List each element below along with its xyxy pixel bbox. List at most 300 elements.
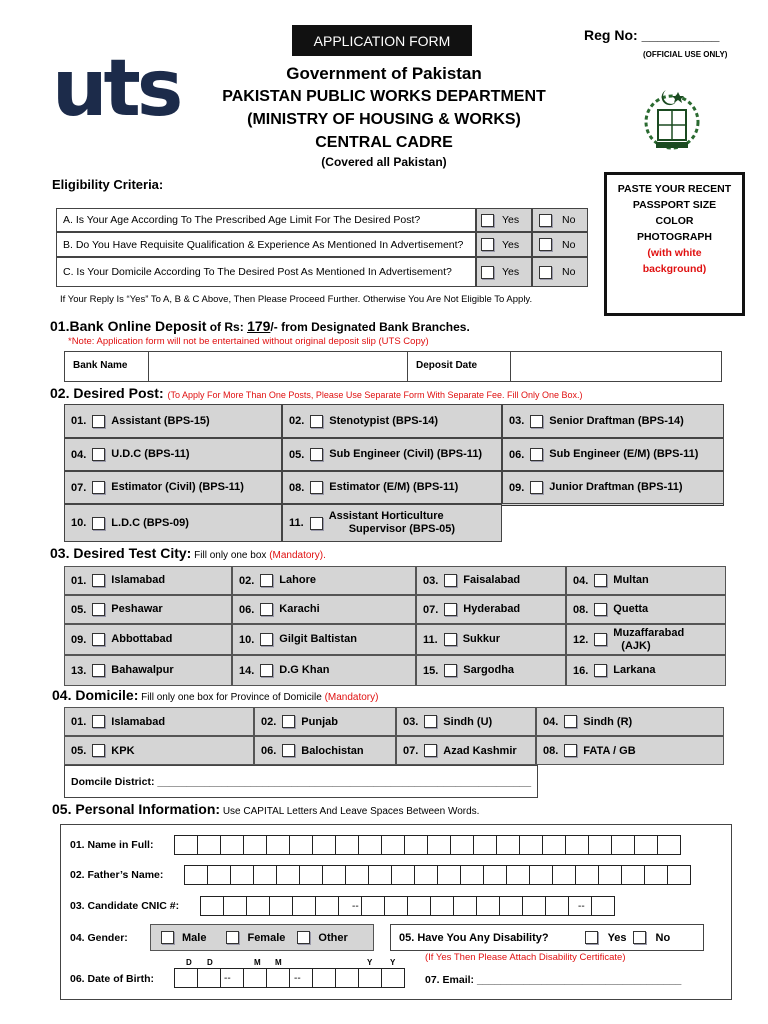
disability-yes-label: Yes [607,931,627,944]
post-option[interactable] [282,504,502,542]
domicile-label: Islamabad [111,715,166,728]
eligibility-no-checkbox[interactable] [539,266,552,279]
domicile-checkbox[interactable] [564,744,577,757]
char-box[interactable] [450,835,474,855]
city-label: Islamabad [111,574,166,586]
city-label: Quetta [613,603,649,615]
char-box[interactable] [230,865,254,885]
char-box[interactable] [289,968,313,988]
disability-box [390,924,704,951]
post-label-wrap [111,448,189,461]
form-title: APPLICATION FORM [313,32,451,49]
char-box[interactable] [184,865,208,885]
char-box[interactable] [391,865,415,885]
domicile-district-field[interactable]: Domcile District: ________________________________________________________________ [71,775,532,788]
form-title-box [292,25,472,56]
domicile-checkbox[interactable] [282,715,295,728]
post-num: 09. [509,481,525,494]
male-label: Male [182,931,207,944]
char-box[interactable] [381,968,405,988]
char-box[interactable] [358,835,382,855]
char-box[interactable] [358,968,382,988]
gender-label: 04. Gender: [70,932,128,944]
post-option[interactable] [282,438,502,471]
post-label-wrap [111,517,189,530]
city-checkbox[interactable] [444,664,457,677]
post-label: Junior Draftman (BPS-11) [549,481,683,493]
city-label: Lahore [279,574,316,586]
city-label-wrap [613,574,648,587]
char-box[interactable] [437,865,461,885]
post-option[interactable] [502,438,724,471]
city-label: Bahawalpur [111,664,174,676]
dob-y: Y [390,958,396,967]
city-num: 02. [239,574,255,587]
domicile-num: 08. [543,744,559,757]
domicile-num: 02. [261,715,277,728]
domicile-title [52,687,378,703]
name-input[interactable] [174,835,680,855]
city-label-wrap [111,633,172,646]
reg-no [584,27,719,43]
eligibility-no-label: No [562,266,576,278]
post-checkbox[interactable] [92,415,105,428]
city-num: 14. [239,664,255,677]
city-title [50,545,326,561]
char-box[interactable] [598,865,622,885]
city-option[interactable] [566,595,726,624]
post-checkbox[interactable] [92,517,105,530]
city-label: Sargodha [463,664,515,676]
domicile-label: Balochistan [301,744,364,757]
domicile-checkbox[interactable] [282,744,295,757]
char-box[interactable] [312,968,336,988]
char-box[interactable] [667,865,691,885]
ministry-title: (MINISTRY OF HOUSING & WORKS) [247,111,521,128]
char-box[interactable] [253,865,277,885]
city-checkbox[interactable] [594,664,607,677]
post-num: 07. [71,481,87,494]
city-label-wrap [111,664,173,677]
post-option[interactable] [282,404,502,438]
city-label: Peshawar [111,603,163,615]
char-box[interactable] [644,865,668,885]
domicile-label: Punjab [301,715,338,728]
city-checkbox[interactable] [594,633,607,646]
domicile-option[interactable] [254,736,396,765]
city-num: 16. [573,664,589,677]
city-option[interactable] [566,655,726,686]
dept-title: PAKISTAN PUBLIC WORKS DEPARTMENT [222,88,546,105]
char-box[interactable] [207,865,231,885]
deposit-date-input[interactable] [511,352,721,381]
char-box[interactable] [404,835,428,855]
uts-logo: uts [52,44,180,134]
eligibility-question [56,208,476,232]
city-checkbox[interactable] [260,574,273,587]
photo-box[interactable] [604,172,745,316]
post-sub: (To Apply For More Than One Posts, Please Use Separate Form With Separate Fee. Fill Only One Box.) [167,390,583,400]
post-num: 11. [289,517,304,529]
domicile-option[interactable] [64,707,254,736]
eligibility-question [56,257,476,287]
photo-red-line: background) [642,263,707,275]
domicile-label: Sindh (R) [583,715,633,728]
eligibility-no-cell [532,257,588,287]
char-box[interactable] [174,835,198,855]
cnic-dash: -- [352,901,359,912]
city-label: Sukkur [462,633,500,645]
char-box[interactable] [384,896,408,916]
disability-no-label: No [655,931,671,944]
city-checkbox[interactable] [444,633,457,646]
eligibility-no-cell [532,232,588,257]
city-num: 05. [71,603,87,616]
eligibility-yes-checkbox[interactable] [481,238,494,251]
char-box[interactable] [266,835,290,855]
char-box[interactable] [476,896,500,916]
city-label: Karachi [279,603,320,615]
city-option[interactable] [416,624,566,655]
post-num: 10. [71,517,87,529]
domicile-num: 04. [543,715,559,728]
post-checkbox[interactable] [92,448,105,461]
city-label: Abbottabad [111,633,173,645]
char-box[interactable] [473,835,497,855]
post-label-wrap [549,448,698,461]
char-box[interactable] [361,896,385,916]
city-option[interactable] [232,624,416,655]
post-checkbox[interactable] [92,481,105,494]
city-label: Hyderabad [463,603,521,615]
cadre-title: CENTRAL CADRE [315,134,453,151]
char-box[interactable] [312,835,336,855]
city-label-2: (AJK) [621,639,651,652]
city-label-wrap [613,627,684,653]
city-label: Gilgit Baltistan [279,633,357,645]
post-checkbox[interactable] [530,448,543,461]
city-num: 06. [239,603,255,616]
post-label: U.D.C (BPS-11) [111,448,190,460]
city-num: 07. [423,603,439,616]
city-option[interactable] [232,655,416,686]
char-box[interactable] [565,835,589,855]
char-box[interactable] [552,865,576,885]
post-title [50,385,583,401]
eligibility-yes-cell [476,257,532,287]
domicile-option[interactable] [254,707,396,736]
city-label-wrap [279,603,319,616]
post-option[interactable] [64,404,282,438]
char-box[interactable] [197,835,221,855]
city-num: 12. [573,633,589,646]
post-label: Estimator (Civil) (BPS-11) [111,481,244,493]
char-box[interactable] [345,865,369,885]
char-box[interactable] [322,865,346,885]
char-box[interactable] [545,896,569,916]
official-use: (OFFICIAL USE ONLY) [643,50,728,59]
domicile-checkbox[interactable] [424,715,437,728]
char-box[interactable] [588,835,612,855]
email-field[interactable]: 07. Email: ___________________________________ [425,974,682,986]
eligibility-question [56,232,476,257]
eligibility-yes-label: Yes [502,238,520,251]
char-box[interactable] [611,835,635,855]
dob-label: 06. Date of Birth: [70,973,155,985]
city-checkbox[interactable] [92,664,105,677]
city-label-wrap [279,574,316,587]
city-checkbox[interactable] [444,603,457,616]
bank-name-input[interactable] [149,352,408,381]
city-option[interactable] [64,595,232,624]
char-box[interactable] [483,865,507,885]
domicile-num: 06. [261,744,277,757]
domicile-option[interactable] [64,736,254,765]
dob-y: Y [367,958,373,967]
city-checkbox[interactable] [444,574,457,587]
city-num: 08. [573,603,589,616]
post-option[interactable] [64,504,282,542]
post-num: 05. [289,448,305,461]
char-box[interactable] [522,896,546,916]
char-box[interactable] [220,835,244,855]
city-checkbox[interactable] [92,574,105,587]
city-label: Multan [613,574,649,586]
char-box[interactable] [243,968,267,988]
city-num: 01. [71,574,87,587]
dob-d: D [207,958,213,967]
eligibility-no-cell [532,208,588,232]
post-label: Sub Engineer (Civil) (BPS-11) [329,448,483,460]
city-label-wrap [463,664,514,677]
post-option[interactable] [64,471,282,504]
char-box[interactable] [197,968,221,988]
reg-label: Reg No: [584,27,638,43]
post-option[interactable] [64,438,282,471]
domicile-checkbox[interactable] [92,744,105,757]
reg-blank[interactable]: __________ [641,27,720,43]
eligibility-no-checkbox[interactable] [539,238,552,251]
disability-label: 05. Have You Any Disability? [399,931,549,944]
father-input[interactable] [184,865,690,885]
bank-rs: of Rs: [206,320,248,334]
city-num: 10. [239,633,255,646]
post-checkbox[interactable] [310,481,323,494]
char-box[interactable] [243,835,267,855]
city-num: 11. [423,633,438,646]
other-checkbox[interactable] [297,931,310,944]
char-box[interactable] [200,896,224,916]
char-box[interactable] [315,896,339,916]
bank-suffix: /- from Designated Bank Branches. [270,320,470,334]
char-box[interactable] [621,865,645,885]
char-box[interactable] [460,865,484,885]
char-box[interactable] [529,865,553,885]
gender-group [150,924,374,951]
char-box[interactable] [292,896,316,916]
city-num: 09. [71,633,87,646]
post-num: 06. [509,448,525,461]
city-checkbox[interactable] [594,603,607,616]
eligibility-no-label: No [562,238,576,251]
city-label: Larkana [613,664,656,676]
eligibility-yes-checkbox[interactable] [481,266,494,279]
city-option[interactable] [64,655,232,686]
post-title-text: 02. Desired Post: [50,385,164,401]
cnic-dash: -- [578,901,585,912]
post-label-wrap [329,510,455,536]
char-box[interactable] [453,896,477,916]
char-box[interactable] [657,835,681,855]
char-box[interactable] [289,835,313,855]
char-box[interactable] [276,865,300,885]
post-num: 03. [509,415,525,427]
post-num: 02. [289,415,305,427]
city-label-wrap [463,603,520,616]
domicile-title-text: 04. Domicile: [52,687,139,703]
covered-title: (Covered all Pakistan) [321,155,447,169]
post-num: 04. [71,448,87,461]
post-checkbox[interactable] [530,481,543,494]
domicile-option[interactable] [536,707,724,736]
char-box[interactable] [299,865,323,885]
char-box[interactable] [591,896,615,916]
char-box[interactable] [266,968,290,988]
cnic-label: 03. Candidate CNIC #: [70,900,180,912]
city-num: 13. [71,664,87,677]
disability-no-checkbox[interactable] [633,931,646,944]
char-box[interactable] [381,835,405,855]
city-option[interactable] [64,566,232,595]
char-box[interactable] [634,835,658,855]
female-label: Female [247,931,286,944]
city-label-wrap [613,603,648,616]
bank-num: 01. [50,318,70,334]
char-box[interactable] [499,896,523,916]
female-checkbox[interactable] [226,931,239,944]
domicile-num: 07. [403,744,419,757]
disability-note: (If Yes Then Please Attach Disability Certificate) [425,952,626,963]
eligibility-yes-cell [476,232,532,257]
post-option[interactable] [282,471,502,504]
char-box[interactable] [519,835,543,855]
domicile-mandatory: (Mandatory) [324,692,379,703]
post-label: Sub Engineer (E/M) (BPS-11) [549,448,699,460]
city-checkbox[interactable] [92,633,105,646]
char-box[interactable] [414,865,438,885]
domicile-checkbox[interactable] [564,715,577,728]
city-option[interactable] [64,624,232,655]
post-label-wrap [111,481,244,494]
city-option[interactable] [416,655,566,686]
post-option[interactable] [502,404,724,438]
city-checkbox[interactable] [260,664,273,677]
city-option[interactable] [566,566,726,595]
post-label-wrap [329,448,482,461]
char-box[interactable] [223,896,247,916]
eligibility-yes-cell [476,208,532,232]
post-label: Stenotypist (BPS-14) [329,414,439,427]
personal-title [52,801,479,817]
city-checkbox[interactable] [260,633,273,646]
domicile-num: 01. [71,715,87,728]
city-option[interactable] [566,624,726,655]
cnic-input[interactable] [200,896,614,916]
city-label-wrap [613,664,655,677]
eligibility-question-text: A. Is Your Age According To The Prescribed Age Limit For The Desired Post? [63,214,421,226]
char-box[interactable] [575,865,599,885]
char-box[interactable] [496,835,520,855]
post-checkbox[interactable] [530,415,543,428]
city-option[interactable] [232,595,416,624]
char-box[interactable] [430,896,454,916]
city-label: Muzaffarabad [613,626,685,639]
post-label-wrap [549,481,682,494]
domicile-option[interactable] [396,707,536,736]
char-box[interactable] [542,835,566,855]
dob-input[interactable] [174,968,404,988]
char-box[interactable] [269,896,293,916]
city-sub: Fill only one box [191,550,270,561]
post-num: 08. [289,481,305,494]
city-checkbox[interactable] [594,574,607,587]
char-box[interactable] [368,865,392,885]
city-checkbox[interactable] [92,603,105,616]
city-mandatory: (Mandatory). [269,550,326,561]
domicile-option[interactable] [536,736,724,765]
city-option[interactable] [232,566,416,595]
char-box[interactable] [246,896,270,916]
domicile-num: 03. [403,715,419,728]
bank-note: *Note: Application form will not be entertained without original deposit slip (UTS Copy) [68,336,429,347]
char-box[interactable] [506,865,530,885]
post-label-wrap [329,481,458,494]
char-box[interactable] [335,968,359,988]
post-checkbox[interactable] [310,415,323,428]
domicile-checkbox[interactable] [424,744,437,757]
domicile-district-row [64,765,538,798]
post-checkbox[interactable] [310,448,323,461]
city-option[interactable] [416,566,566,595]
eligibility-no-label: No [562,214,576,226]
city-option[interactable] [416,595,566,624]
char-box[interactable] [407,896,431,916]
domicile-option[interactable] [396,736,536,765]
char-box[interactable] [335,835,359,855]
post-option[interactable] [502,471,724,504]
photo-line: PHOTOGRAPH [636,231,713,243]
char-box[interactable] [427,835,451,855]
bank-name-label: Bank Name [65,352,149,381]
eligibility-yes-checkbox[interactable] [481,214,494,227]
domicile-num: 05. [71,744,87,757]
disability-yes-checkbox[interactable] [585,931,598,944]
name-label: 01. Name in Full: [70,839,154,851]
photo-line: PASTE YOUR RECENT [617,183,732,195]
eligibility-no-checkbox[interactable] [539,214,552,227]
city-checkbox[interactable] [260,603,273,616]
post-label-wrap [549,415,683,428]
domicile-label: Sindh (U) [443,715,493,728]
city-num: 03. [423,574,439,587]
eligibility-yes-label: Yes [502,214,520,226]
char-box[interactable] [174,968,198,988]
post-checkbox[interactable] [310,517,323,530]
bank-amount: 179 [247,318,271,334]
male-checkbox[interactable] [161,931,174,944]
domicile-checkbox[interactable] [92,715,105,728]
city-label: Faisalabad [463,574,521,586]
